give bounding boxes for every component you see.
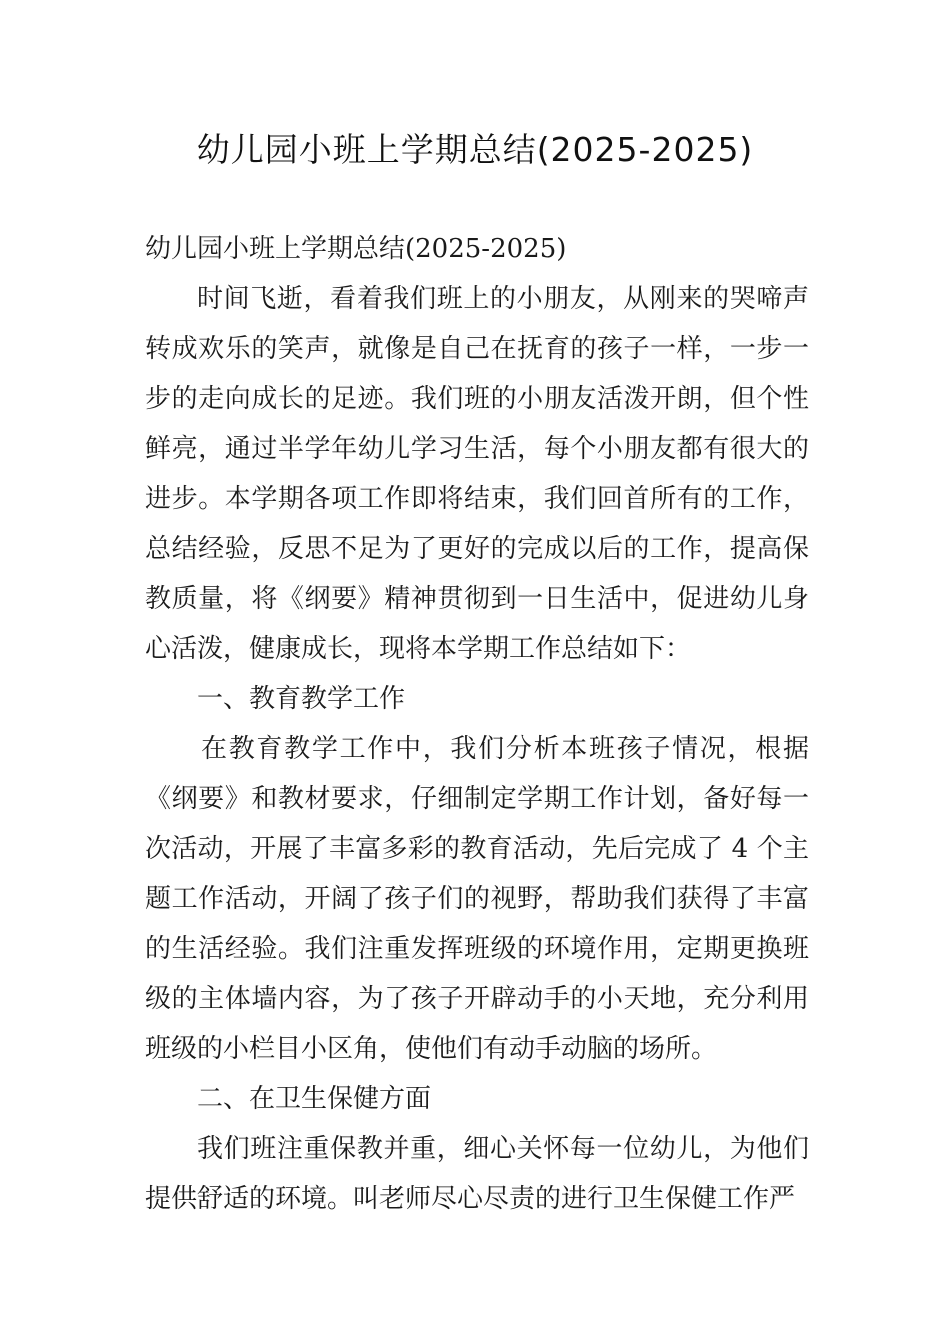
document-subtitle: 幼儿园小班上学期总结(2025-2025) bbox=[145, 234, 567, 264]
intro-paragraph: 时间飞逝，看着我们班上的小朋友，从刚来的哭啼声转成欢乐的笑声，就像是自己在抚育的孩子一样，一步一步的走向成长的足迹。我们班的小朋友活泼开朗，但个性鲜亮，通过半学年幼儿学习生活，每个小朋友都有很大的进步。本学期各项工作即将结束，我们回首所有的工作，总结经验，反思不足为了更好的完成以后的工作，提高保教质量，将《纲要》精神贯彻到一日生活中，促进幼儿身心活泼，健康成长，现将本学期工作总结如下： bbox=[145, 284, 809, 664]
section-body-health: 我们班注重保教并重，细心关怀每一位幼儿，为他们提供舒适的环境。叫老师尽心尽责的进行卫生保健工作严 bbox=[145, 1134, 809, 1214]
document-body bbox=[145, 224, 809, 1224]
section-heading-education: 一、教育教学工作 bbox=[197, 684, 406, 714]
document-title: 幼儿园小班上学期总结(2025-2025) bbox=[196, 130, 754, 169]
section-body-education: 在教育教学工作中，我们分析本班孩子情况，根据《纲要》和教材要求，仔细制定学期工作计划，备好每一次活动，开展了丰富多彩的教育活动，先后完成了 4 个主题工作活动，开阔了孩子们的视野，帮助我们获得了丰富的生活经验。我们注重发挥班级的环境作用，定期更换班级的主体墙内容，为了孩子开辟动手的小天地，充分利用班级的小栏目小区角，使他们有动手动脑的场所。 bbox=[145, 734, 809, 1064]
section-heading-health: 二、在卫生保健方面 bbox=[197, 1084, 432, 1114]
